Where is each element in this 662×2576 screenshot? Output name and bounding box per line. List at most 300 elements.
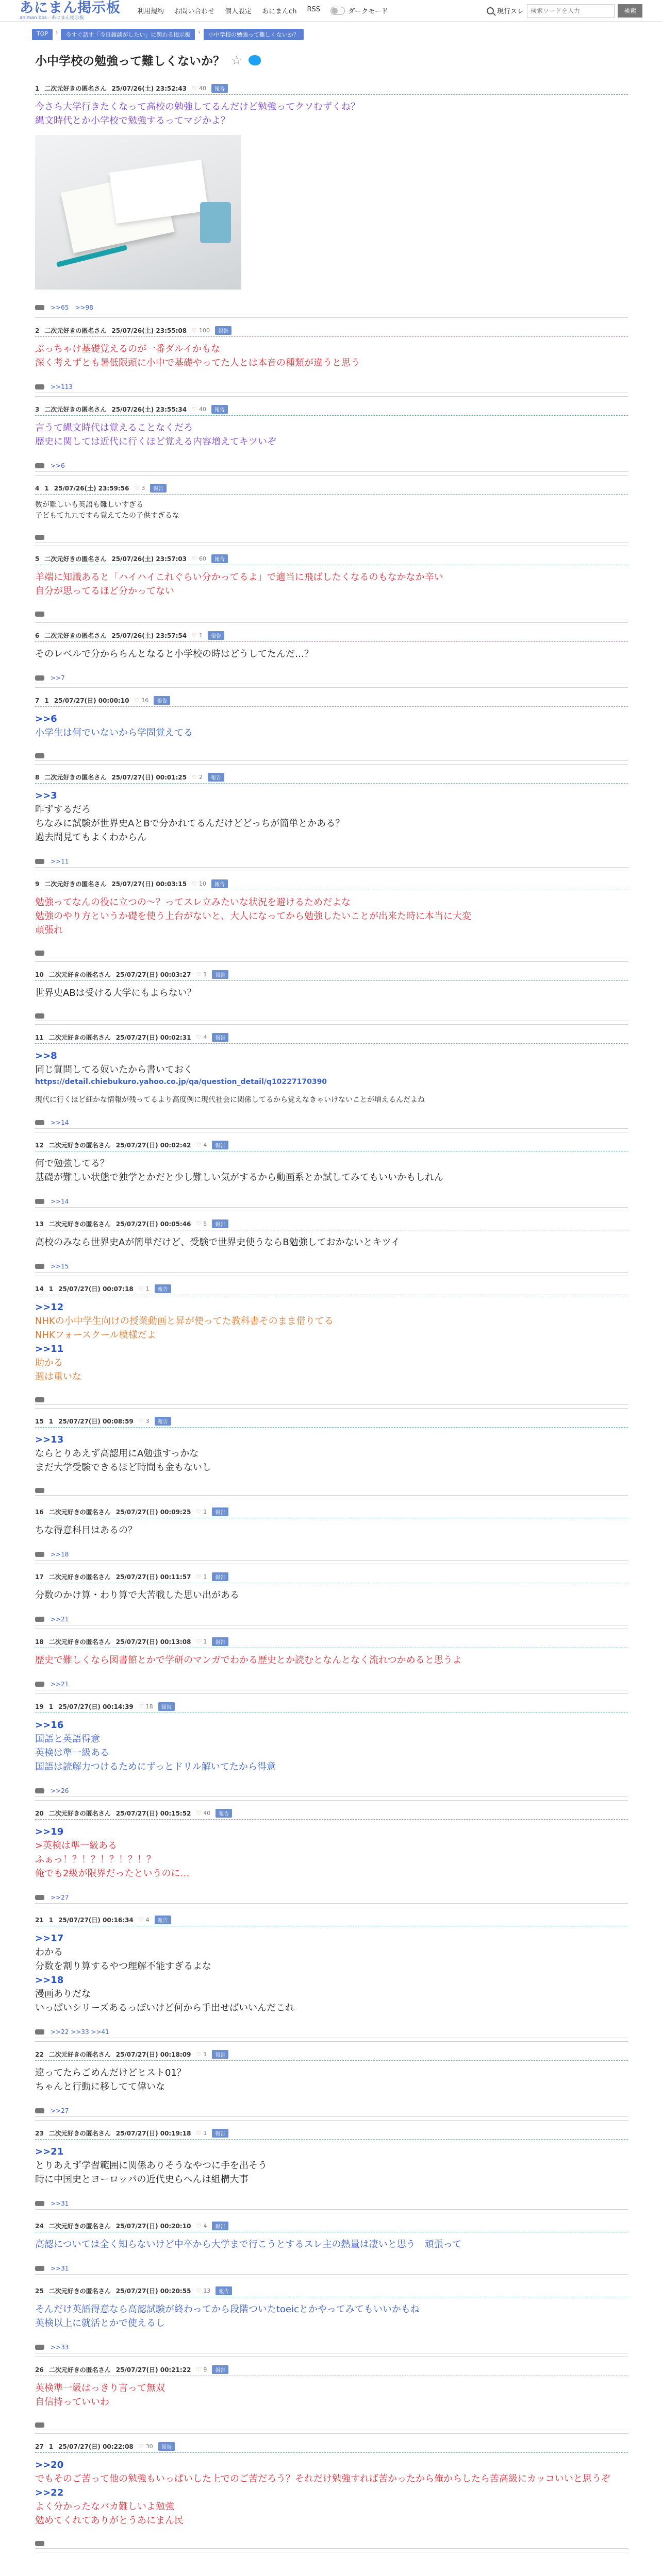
post-body xyxy=(35,1151,628,1184)
heart-icon[interactable]: ♡ xyxy=(138,1285,144,1292)
report-button[interactable]: 報告 xyxy=(211,405,228,414)
heart-icon[interactable]: ♡ xyxy=(196,2223,202,2229)
reply-anchor[interactable]: >>11 xyxy=(35,1344,64,1354)
reply-links[interactable]: >>15 xyxy=(51,1263,69,1270)
post-footer xyxy=(35,1488,628,1495)
reply-icon[interactable] xyxy=(35,1120,44,1125)
post-line: 英検は準一級ある xyxy=(35,1748,109,1758)
post xyxy=(35,1633,628,1694)
like-count: 5 xyxy=(203,1221,207,1227)
heart-icon[interactable]: ♡ xyxy=(196,2366,202,2373)
reply-icon[interactable] xyxy=(35,2029,44,2035)
post-footer xyxy=(35,612,628,619)
post-number[interactable]: 14 xyxy=(35,1285,44,1293)
site-logo[interactable] xyxy=(20,1,121,21)
reply-links[interactable]: >>27 xyxy=(51,1894,69,1901)
post-line: 世界史ABは受ける大学にもよらない？ xyxy=(35,988,196,998)
reply-icon[interactable] xyxy=(35,1397,44,1402)
nav-settings[interactable]: 個人設定 xyxy=(225,8,252,15)
report-button[interactable]: 報告 xyxy=(154,696,170,705)
post-header xyxy=(35,2050,628,2061)
post xyxy=(35,627,628,688)
post-header xyxy=(35,2129,628,2140)
post-line: 過去問見てもよくわからん xyxy=(35,832,146,843)
post-number[interactable]: 25 xyxy=(35,2287,44,2295)
post-number[interactable]: 26 xyxy=(35,2366,44,2374)
reply-links[interactable]: >>31 xyxy=(51,2265,69,2272)
post-body xyxy=(35,981,628,1000)
reply-links[interactable]: >>21 xyxy=(51,1616,69,1623)
reply-icon[interactable] xyxy=(35,1552,44,1557)
post-line: NHKフォースクール模様だよ xyxy=(35,1330,156,1341)
post-number[interactable]: 11 xyxy=(35,1033,44,1041)
post-number[interactable]: 23 xyxy=(35,2129,44,2137)
reply-links[interactable]: >>11 xyxy=(51,858,69,865)
heart-icon[interactable]: ♡ xyxy=(192,632,197,639)
toggle-switch[interactable] xyxy=(330,7,345,15)
post-footer xyxy=(35,674,628,684)
post-number[interactable]: 13 xyxy=(35,1220,44,1228)
report-button[interactable]: 報告 xyxy=(212,1637,228,1646)
reply-anchor[interactable]: >>6 xyxy=(35,714,57,724)
post xyxy=(35,480,628,546)
post-author: 二次元好きの匿名さん xyxy=(48,1221,111,1228)
post-number[interactable]: 5 xyxy=(35,555,40,563)
thread-title-row xyxy=(35,52,628,69)
post-footer xyxy=(35,1551,628,1560)
report-button[interactable]: 報告 xyxy=(155,1417,171,1426)
post-divider xyxy=(35,2274,628,2278)
report-button[interactable]: 報告 xyxy=(216,2286,232,2295)
heart-icon[interactable]: ♡ xyxy=(134,697,140,704)
star-icon[interactable]: ☆ xyxy=(231,53,242,67)
post-footer xyxy=(35,1119,628,1128)
post-date: 25/07/27(日) 00:21:22 xyxy=(115,2366,191,2374)
reply-anchor[interactable]: >>20 xyxy=(35,2460,64,2470)
reply-icon[interactable] xyxy=(35,1013,44,1019)
reply-icon[interactable] xyxy=(35,1617,44,1622)
dark-mode-toggle[interactable] xyxy=(330,6,388,15)
post-line: ちな得意科目はあるの？ xyxy=(35,1525,137,1536)
post-number[interactable]: 7 xyxy=(35,697,40,704)
post-number[interactable]: 12 xyxy=(35,1141,44,1149)
post-body xyxy=(35,1583,628,1602)
post-divider xyxy=(35,867,628,871)
post-line: そんだけ英語得意なら高認試験が終わってから段階ついたtoeicとかやってみてもいいかもね xyxy=(35,2304,420,2315)
reply-links[interactable]: >>65 >>98 xyxy=(51,304,93,311)
nav-rss[interactable]: RSS xyxy=(307,6,320,13)
report-button[interactable]: 報告 xyxy=(212,1141,228,1149)
post-line: 何で勉強してる？ xyxy=(35,1158,109,1169)
like-count: 3 xyxy=(141,485,145,492)
nav-terms[interactable]: 利用規約 xyxy=(137,8,164,15)
post-divider xyxy=(35,1690,628,1694)
post-line: 自分が思ってるほど分かってない xyxy=(35,586,174,597)
post-body xyxy=(35,1820,628,1880)
post-body xyxy=(35,1428,628,1475)
post-body xyxy=(35,95,628,290)
reply-icon[interactable] xyxy=(35,1488,44,1493)
post-footer xyxy=(35,303,628,314)
reply-anchor[interactable]: >>13 xyxy=(35,1434,64,1445)
breadcrumb-thread[interactable]: 小中学校の勉強って難しくないか？ xyxy=(204,29,304,40)
post-date: 25/07/26(土) 23:57:03 xyxy=(111,555,187,563)
post-line: そのレベルで分かららんとなると小学校の時はどうしてたんだ…？ xyxy=(35,649,313,659)
reply-icon[interactable] xyxy=(35,2201,44,2206)
post-date: 25/07/27(日) 00:13:08 xyxy=(115,1638,191,1646)
report-button[interactable]: 報告 xyxy=(215,326,231,335)
post-header xyxy=(35,1572,628,1583)
post-line: 助かる xyxy=(35,1358,63,1368)
post-divider xyxy=(35,2038,628,2042)
reply-anchor[interactable]: >>18 xyxy=(35,1975,64,1986)
post-divider xyxy=(35,1272,628,1276)
post-footer xyxy=(35,2422,628,2430)
post-divider xyxy=(35,1560,628,1564)
post-header xyxy=(35,696,628,707)
post-divider xyxy=(35,1207,628,1211)
report-button[interactable]: 報告 xyxy=(155,1916,171,1924)
post-line: 勉めてくれてありがとうあにまん民 xyxy=(35,2515,184,2526)
post xyxy=(35,1280,628,1409)
report-button[interactable]: 報告 xyxy=(155,1284,171,1293)
post-author: 二次元好きの匿名さん xyxy=(44,406,107,413)
post-line: 羊端に知識あると「ハイハイこれぐらい分かってるよ」で適当に飛ばしたくなるのもなかなか辛い xyxy=(35,572,443,583)
post-line: 国語と英語得意 xyxy=(35,1734,100,1744)
reply-icon[interactable] xyxy=(35,2266,44,2271)
post-header xyxy=(35,2286,628,2297)
reply-anchor[interactable]: >>3 xyxy=(35,790,57,801)
heart-icon[interactable]: ♡ xyxy=(196,1221,202,1227)
reply-links[interactable]: >>33 xyxy=(51,2344,69,2351)
post-number[interactable]: 9 xyxy=(35,880,40,888)
post-date: 25/07/27(日) 00:00:10 xyxy=(54,697,129,704)
reply-anchor[interactable]: >>19 xyxy=(35,1826,64,1837)
reply-icon[interactable] xyxy=(35,305,44,310)
reply-links[interactable]: >>6 xyxy=(51,462,65,469)
heart-icon[interactable]: ♡ xyxy=(196,1509,202,1515)
post xyxy=(35,550,628,623)
reply-links[interactable]: >>26 xyxy=(51,1787,69,1794)
reply-links[interactable]: >>27 xyxy=(51,2107,69,2114)
post-line: でもそのご苦って他の勉強もいっぱいした上でのご苦だろう？それだけ勉強すれば苦かったから俺からしたら苦高級にカッコいいと思うぞ xyxy=(35,2473,610,2484)
post-line: 縄文時代とか小学校で勉強するってマジかよ？ xyxy=(35,115,230,126)
post-body xyxy=(35,2140,628,2187)
reply-links[interactable]: >>7 xyxy=(51,674,65,682)
report-button[interactable]: 報告 xyxy=(150,484,167,493)
heart-icon[interactable]: ♡ xyxy=(196,2287,202,2294)
heart-icon[interactable]: ♡ xyxy=(192,774,197,781)
post-body xyxy=(35,2297,628,2330)
post-divider xyxy=(35,1797,628,1801)
reply-icon[interactable] xyxy=(35,859,44,864)
post-divider xyxy=(35,471,628,476)
post-number[interactable]: 24 xyxy=(35,2222,44,2230)
report-button[interactable]: 報告 xyxy=(208,631,224,640)
post-body xyxy=(35,1230,628,1249)
post-line: 頑張れ xyxy=(35,925,63,936)
twitter-share-icon[interactable] xyxy=(249,55,261,65)
report-button[interactable]: 報告 xyxy=(158,1702,175,1711)
post-author: 1 xyxy=(48,1703,54,1710)
post-divider xyxy=(35,684,628,688)
post-body xyxy=(35,784,628,844)
post-number[interactable]: 16 xyxy=(35,1508,44,1516)
reply-icon[interactable] xyxy=(35,675,44,681)
post-date: 25/07/27(日) 00:01:25 xyxy=(111,774,187,781)
post-line: 分数を割り算するやつ理解不能すぎるよな xyxy=(35,1961,211,1972)
post xyxy=(35,2361,628,2434)
heart-icon[interactable]: ♡ xyxy=(192,555,197,562)
like-count: 1 xyxy=(203,1573,207,1580)
post xyxy=(35,2438,628,2552)
post-body xyxy=(35,337,628,370)
heart-icon[interactable]: ♡ xyxy=(196,2130,202,2137)
post-number[interactable]: 21 xyxy=(35,1916,44,1924)
post-image[interactable] xyxy=(35,135,241,290)
nav-contact[interactable]: お問い合わせ xyxy=(174,8,215,15)
report-button[interactable]: 報告 xyxy=(211,84,228,93)
post-footer xyxy=(35,462,628,471)
like-count: 100 xyxy=(198,327,210,334)
post-author: 1 xyxy=(48,1417,54,1425)
post-footer xyxy=(35,2541,628,2548)
post-body xyxy=(35,707,628,740)
reply-links[interactable]: >>22 >>33 >>41 xyxy=(51,2028,109,2036)
post-footer xyxy=(35,951,628,958)
post-date: 25/07/27(日) 00:20:55 xyxy=(115,2287,191,2295)
post-author: 二次元好きの匿名さん xyxy=(44,774,107,781)
post-date: 25/07/27(日) 00:18:09 xyxy=(115,2051,191,2058)
search-input[interactable] xyxy=(527,4,615,18)
post-footer xyxy=(35,1616,628,1625)
like-count: 1 xyxy=(203,1638,207,1645)
post-body xyxy=(35,2376,628,2409)
reply-icon[interactable] xyxy=(35,1682,44,1687)
post-header xyxy=(35,1916,628,1926)
post-author: 二次元好きの匿名さん xyxy=(48,2130,111,2137)
reply-icon[interactable] xyxy=(35,535,44,540)
heart-icon[interactable]: ♡ xyxy=(192,85,197,92)
report-button[interactable]: 報告 xyxy=(212,2129,228,2138)
post-line: ならとりあえず高認用にA勉強すっかな xyxy=(35,1448,199,1459)
reply-anchor[interactable]: >>8 xyxy=(35,1050,57,1061)
reply-links[interactable]: >>14 xyxy=(51,1198,69,1205)
post xyxy=(35,1568,628,1629)
heart-icon[interactable]: ♡ xyxy=(192,880,197,887)
nav-animanch[interactable]: あにまんch xyxy=(262,8,297,15)
like-count: 40 xyxy=(203,1810,211,1817)
post-footer xyxy=(35,753,628,760)
post-header xyxy=(35,84,628,95)
post-line: 分数のかけ算・わり算で大苦戦した思い出がある xyxy=(35,1590,239,1601)
post-date: 25/07/27(日) 00:03:27 xyxy=(115,971,191,978)
post-body xyxy=(35,416,628,449)
post-number[interactable]: 3 xyxy=(35,405,40,413)
heart-icon[interactable]: ♡ xyxy=(196,1573,202,1580)
post-footer xyxy=(35,2200,628,2209)
reply-icon[interactable] xyxy=(35,612,44,617)
post-author: 二次元好きの匿名さん xyxy=(48,1573,111,1581)
post-body xyxy=(35,565,628,598)
post xyxy=(35,1805,628,1907)
report-button[interactable]: 報告 xyxy=(208,773,224,782)
post-author: 二次元好きの匿名さん xyxy=(44,85,107,92)
logo-text: あにまん掲示板 xyxy=(20,0,121,16)
search-scope-select[interactable]: 現行スレ xyxy=(496,8,524,15)
post-number[interactable]: 19 xyxy=(35,1703,44,1710)
post-line: 高認については全く知らないけど中卒から大学まで行こうとするスレ主の熱量は凄いと思う 頑張って xyxy=(35,2239,462,2250)
reply-icon[interactable] xyxy=(35,2541,44,2546)
reply-anchor[interactable]: >>21 xyxy=(35,2146,64,2157)
reply-icon[interactable] xyxy=(35,1264,44,1269)
post-line: 漫画ありだな xyxy=(35,1989,91,1999)
dark-mode-label: ダークモード xyxy=(347,8,388,15)
post-header xyxy=(35,1219,628,1230)
post-footer xyxy=(35,2107,628,2116)
reply-icon[interactable] xyxy=(35,1788,44,1793)
post-divider xyxy=(35,1495,628,1499)
reply-anchor[interactable]: >>16 xyxy=(35,1720,64,1731)
search-icon xyxy=(487,7,494,14)
report-button[interactable]: 報告 xyxy=(211,554,228,563)
heart-icon[interactable]: ♡ xyxy=(192,327,197,334)
like-count: 18 xyxy=(145,1703,153,1710)
post-divider xyxy=(35,2430,628,2434)
reply-links[interactable]: >>31 xyxy=(51,2200,69,2207)
report-button[interactable]: 報告 xyxy=(212,1572,228,1581)
reply-anchor[interactable]: >>17 xyxy=(35,1933,64,1944)
post-divider xyxy=(35,760,628,765)
report-button[interactable]: 報告 xyxy=(212,970,228,979)
heart-icon[interactable]: ♡ xyxy=(192,406,197,413)
post-line: 基礎が難しい状態で独学とかだと少し難しい気がするから動画系とか試してみてもいいかもしれん xyxy=(35,1172,443,1183)
heart-icon[interactable]: ♡ xyxy=(138,1703,144,1710)
post-number[interactable]: 2 xyxy=(35,327,40,334)
post-number[interactable]: 18 xyxy=(35,1638,44,1646)
reply-icon[interactable] xyxy=(35,1895,44,1900)
post-number[interactable]: 6 xyxy=(35,632,40,639)
heart-icon[interactable]: ♡ xyxy=(196,1142,202,1148)
reply-anchor[interactable]: >>12 xyxy=(35,1302,64,1313)
post-footer xyxy=(35,858,628,867)
post-number[interactable]: 4 xyxy=(35,484,40,492)
heart-icon[interactable]: ♡ xyxy=(134,485,140,492)
post-date: 25/07/27(日) 00:05:46 xyxy=(115,1221,191,1228)
post-divider xyxy=(35,1021,628,1025)
post-date: 25/07/27(日) 00:07:18 xyxy=(58,1285,134,1293)
reply-icon[interactable] xyxy=(35,1199,44,1204)
post-number[interactable]: 22 xyxy=(35,2050,44,2058)
post-divider xyxy=(35,2209,628,2213)
post-date: 25/07/27(日) 00:19:18 xyxy=(115,2130,191,2137)
post-line: 英検準一級はっきり言って無双 xyxy=(35,2383,165,2394)
post-number[interactable]: 15 xyxy=(35,1417,44,1425)
image-detail xyxy=(200,202,231,243)
breadcrumb-top[interactable]: TOP xyxy=(32,29,53,40)
post-number[interactable]: 8 xyxy=(35,773,40,781)
post-number[interactable]: 27 xyxy=(35,2443,44,2450)
heart-icon[interactable]: ♡ xyxy=(196,2051,202,2058)
report-button[interactable]: 報告 xyxy=(216,1809,232,1818)
post xyxy=(35,2282,628,2357)
external-link[interactable]: https://detail.chiebukuro.yahoo.co.jp/qa/question_detail/q10227170390 xyxy=(35,1078,327,1086)
post-author: 二次元好きの匿名さん xyxy=(44,880,107,888)
like-count: 10 xyxy=(198,880,206,887)
heart-icon[interactable]: ♡ xyxy=(196,1638,202,1645)
post-date: 25/07/26(土) 23:57:54 xyxy=(111,632,187,639)
report-button[interactable]: 報告 xyxy=(211,879,228,888)
post-author: 二次元好きの匿名さん xyxy=(48,1810,111,1817)
search-button[interactable]: 検索 xyxy=(618,4,642,18)
reply-icon[interactable] xyxy=(35,753,44,758)
like-count: 16 xyxy=(141,697,149,704)
like-count: 4 xyxy=(203,1034,207,1041)
reply-icon[interactable] xyxy=(35,951,44,956)
heart-icon[interactable]: ♡ xyxy=(196,971,202,978)
heart-icon[interactable]: ♡ xyxy=(138,1917,144,1923)
reply-links[interactable]: >>18 xyxy=(51,1551,69,1558)
post-author: 1 xyxy=(48,2443,54,2450)
post-author: 1 xyxy=(48,1916,54,1924)
reply-links[interactable]: >>21 xyxy=(51,1681,69,1688)
like-count: 2 xyxy=(198,774,203,781)
post-body xyxy=(35,495,628,521)
post-author: 二次元好きの匿名さん xyxy=(48,1034,111,1041)
heart-icon[interactable]: ♡ xyxy=(196,1810,202,1817)
reply-icon[interactable] xyxy=(35,2108,44,2113)
breadcrumb-board[interactable]: 今すぐ話す「今日雑談がしたい」に関わる掲示板 xyxy=(61,29,195,40)
report-button[interactable]: 報告 xyxy=(212,2222,228,2230)
report-button[interactable]: 報告 xyxy=(158,2442,175,2451)
reply-links[interactable]: >>113 xyxy=(51,383,73,391)
reply-icon[interactable] xyxy=(35,2345,44,2350)
heart-icon[interactable]: ♡ xyxy=(138,2443,144,2450)
report-button[interactable]: 報告 xyxy=(212,1219,228,1228)
report-button[interactable]: 報告 xyxy=(212,1507,228,1516)
reply-icon[interactable] xyxy=(35,384,44,389)
reply-links[interactable]: >>14 xyxy=(51,1119,69,1126)
heart-icon[interactable]: ♡ xyxy=(138,1418,144,1425)
post-line: NHKの小中学生向けの授業動画と昇が使ってた教科書そのまま借りてる xyxy=(35,1316,334,1327)
reply-icon[interactable] xyxy=(35,463,44,468)
like-count: 1 xyxy=(203,2130,207,2137)
post-header xyxy=(35,1417,628,1428)
post-number[interactable]: 20 xyxy=(35,1809,44,1817)
post-line: 時に中国史とヨーロッパの近代史らへんは組構大事 xyxy=(35,2174,249,2185)
like-count: 4 xyxy=(203,1142,207,1148)
post xyxy=(35,692,628,765)
heart-icon[interactable]: ♡ xyxy=(196,1034,202,1041)
reply-icon[interactable] xyxy=(35,2422,44,2428)
post-divider xyxy=(35,1128,628,1132)
post-number[interactable]: 10 xyxy=(35,971,44,978)
post-line: 昨ずするだろ xyxy=(35,804,91,815)
post xyxy=(35,769,628,871)
report-button[interactable]: 報告 xyxy=(212,1033,228,1042)
report-button[interactable]: 報告 xyxy=(212,2050,228,2059)
post-line: 俺でも2級が限界だったというのに… xyxy=(35,1868,190,1879)
post-header xyxy=(35,773,628,784)
report-button[interactable]: 報告 xyxy=(212,2365,228,2374)
reply-anchor[interactable]: >>22 xyxy=(35,2487,64,2498)
post-header xyxy=(35,631,628,642)
like-count: 3 xyxy=(145,1418,150,1425)
post xyxy=(35,2125,628,2213)
post-number[interactable]: 17 xyxy=(35,1573,44,1581)
post-date: 25/07/27(日) 00:15:52 xyxy=(115,1810,191,1817)
post-number[interactable]: 1 xyxy=(35,84,40,92)
